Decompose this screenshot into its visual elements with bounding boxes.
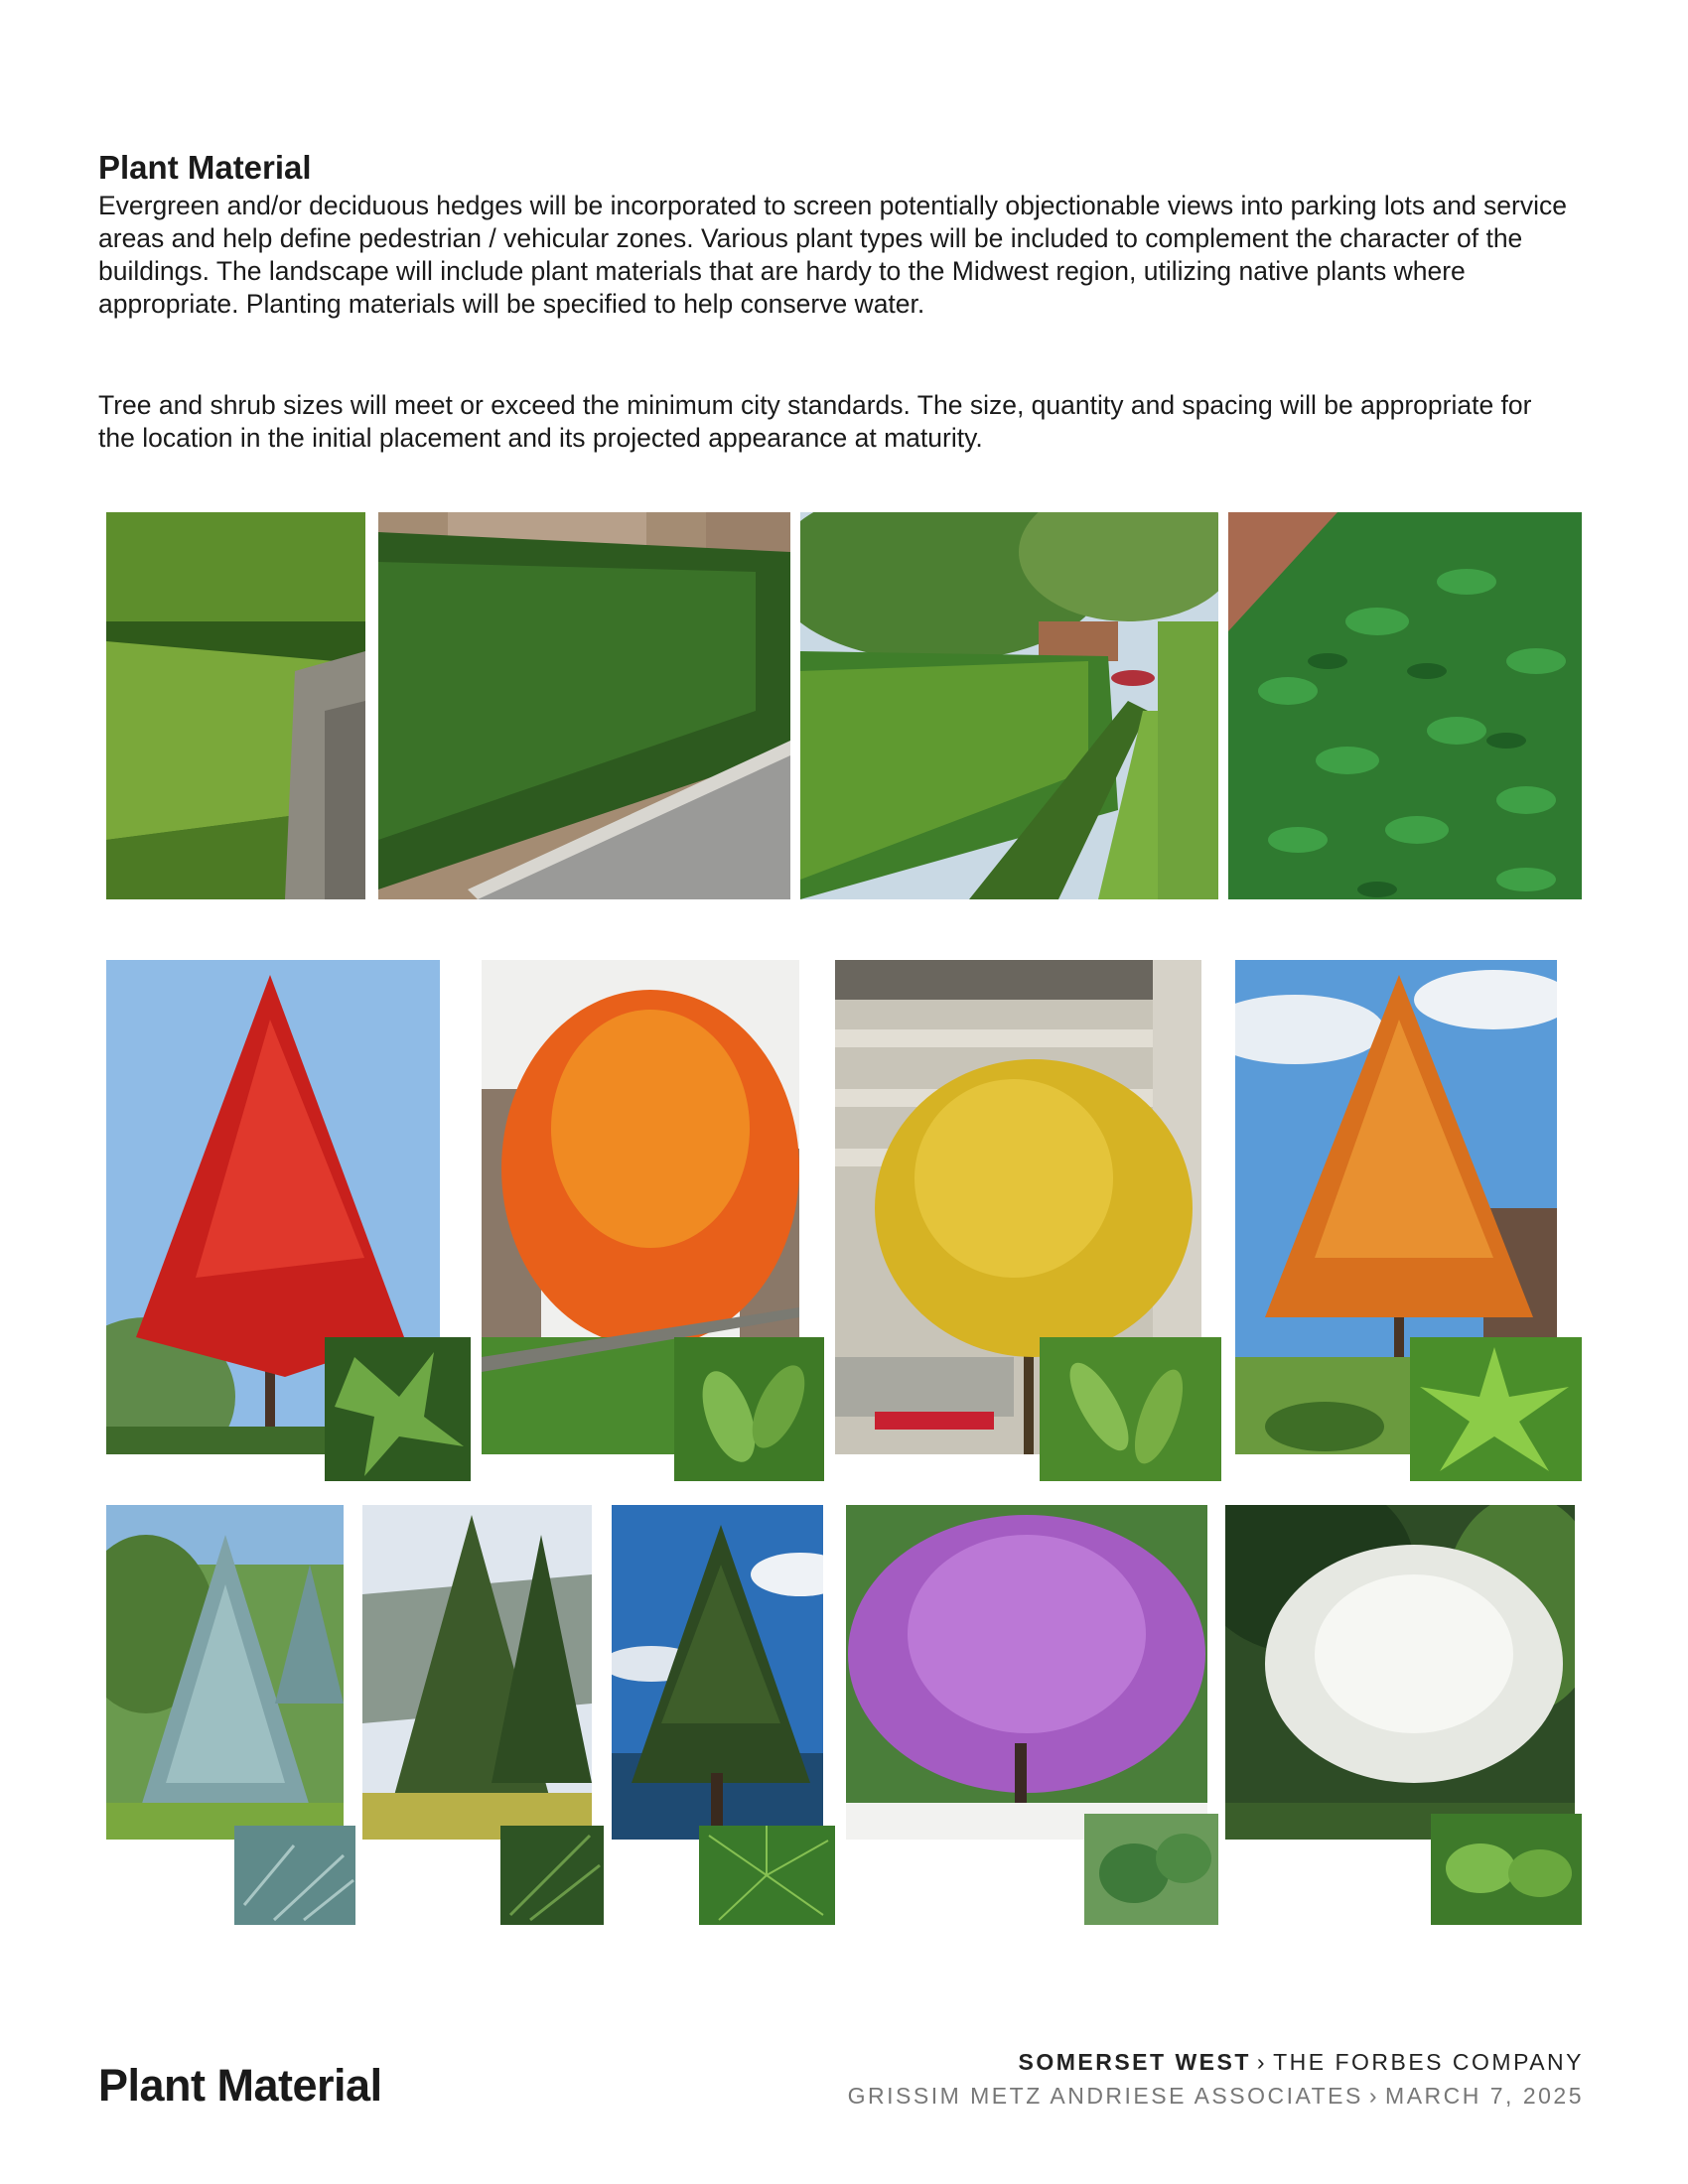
dogwood-leaf-inset bbox=[1431, 1814, 1582, 1925]
footer-firm: GRISSIM METZ ANDRIESE ASSOCIATES bbox=[847, 2083, 1363, 2109]
page-heading: Plant Material bbox=[98, 149, 312, 186]
red-maple-leaf-inset bbox=[325, 1337, 471, 1481]
dogwood-tree-photo bbox=[1225, 1505, 1575, 1840]
footer-client: THE FORBES COMPANY bbox=[1273, 2049, 1584, 2075]
norway-spruce-photo bbox=[362, 1505, 592, 1840]
orange-tree-leaf-inset bbox=[674, 1337, 824, 1481]
tall-hedge-photo bbox=[378, 512, 790, 899]
white-pine-photo bbox=[612, 1505, 823, 1840]
white-pine-needle-inset bbox=[699, 1826, 835, 1925]
standards-paragraph: Tree and shrub sizes will meet or exceed the minimum city standards. The size, quantity and spacing will be appropriate for the location in the initial placement and its projected appearance at maturity. bbox=[98, 390, 1532, 453]
redbud-tree-photo bbox=[846, 1505, 1207, 1840]
arborvitae-hedge-photo bbox=[800, 512, 1218, 899]
boxwood-hedge-photo bbox=[106, 512, 365, 899]
redbud-leaf-inset bbox=[1084, 1814, 1218, 1925]
sweetgum-leaf-inset bbox=[1410, 1337, 1582, 1481]
footer-meta bbox=[848, 2045, 1584, 2113]
pachysandra-groundcover-photo bbox=[1228, 512, 1582, 899]
footer-project-line bbox=[848, 2045, 1584, 2079]
blue-spruce-needle-inset bbox=[234, 1826, 355, 1925]
blue-spruce-photo bbox=[106, 1505, 344, 1840]
footer-separator: › bbox=[1256, 2049, 1268, 2075]
footer-date: MARCH 7, 2025 bbox=[1385, 2083, 1584, 2109]
footer-firm-line bbox=[848, 2079, 1584, 2113]
yellow-tree-leaf-inset bbox=[1040, 1337, 1221, 1481]
intro-paragraph: Evergreen and/or deciduous hedges will be incorporated to screen potentially objectionable views into parking lots and service areas and help define pedestrian / vehicular zones. Various plant types will be included to complement the character of the buildings. The landscape will include plant materials that are hardy to the Midwest region, utilizing native plants where appropriate. Planting materials will be specified to help conserve water. bbox=[98, 191, 1567, 319]
footer-project: SOMERSET WEST bbox=[1018, 2049, 1251, 2075]
norway-spruce-needle-inset bbox=[500, 1826, 604, 1925]
footer-title: Plant Material bbox=[98, 2060, 382, 2111]
footer-separator-2: › bbox=[1368, 2083, 1380, 2109]
